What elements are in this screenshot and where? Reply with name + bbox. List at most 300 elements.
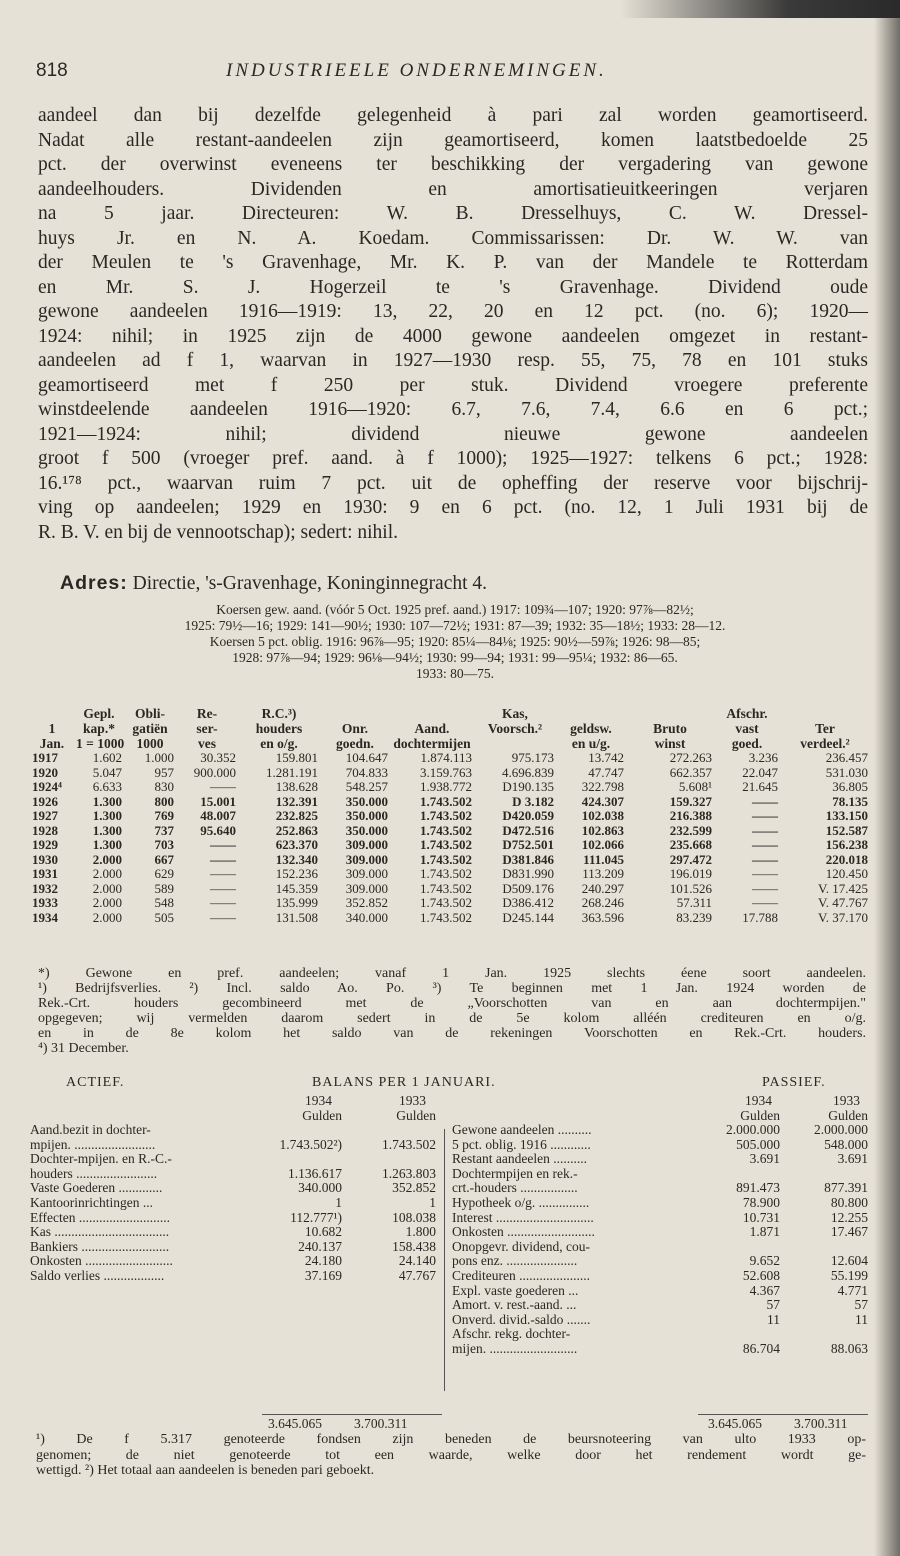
actief-total-rule <box>262 1414 442 1415</box>
table-cell: 703 <box>154 837 174 852</box>
table-cell: 145.359 <box>275 880 318 896</box>
passief-label: Interest ............................. <box>452 1210 594 1225</box>
table-header-cell: Onr. <box>341 721 369 736</box>
table-year-cell: 1917 <box>32 750 58 765</box>
quote-line: Koersen 5 pct. oblig. 1916: 96⅞—95; 1920: 85¼—84⅛; 1925: 90½—59⅞; 1926: 98—85; <box>209 634 701 649</box>
page-number: 818 <box>36 60 68 81</box>
passief-value-1934: 891.473 <box>736 1180 780 1196</box>
passief-year-1933: 1933 <box>833 1093 860 1108</box>
table-cell: 3.159.763 <box>420 764 472 780</box>
actief-value-1933: 24.140 <box>398 1253 436 1269</box>
address-line <box>60 572 487 595</box>
table-cell: 36.805 <box>832 779 868 794</box>
table-header-cell: Gepl. <box>83 706 115 721</box>
actief-value-1933: 1.743.502 <box>382 1136 436 1152</box>
actief-total-1934: 3.645.065 <box>268 1416 322 1431</box>
table-cell: 737 <box>154 822 174 838</box>
table-cell: 113.209 <box>582 866 624 881</box>
table-cell: 2.000 <box>92 909 122 925</box>
paragraph-line: Nadat alle restant-aandeelen zijn geamortiseerd, komen laatstbedoelde 25 <box>38 129 868 151</box>
table-cell: —— <box>752 837 778 852</box>
passief-value-1933: 3.691 <box>837 1151 868 1167</box>
passief-label: Gewone aandeelen .......... <box>452 1123 592 1137</box>
table-cell: 220.018 <box>825 851 868 867</box>
passief-currency-1934: Gulden <box>740 1108 780 1123</box>
table-header-cell: Ter <box>815 721 835 736</box>
passief-label: Restant aandeelen .......... <box>452 1152 587 1167</box>
passief-row <box>452 1284 870 1299</box>
table-cell: 548 <box>154 895 174 910</box>
table-cell: 5.608¹ <box>678 779 712 794</box>
table-cell: V. 47.767 <box>818 895 868 910</box>
passief-total-rule <box>698 1414 868 1415</box>
table-header-cell <box>390 706 474 721</box>
table-cell: D420.059 <box>502 808 554 823</box>
quote-line: 1933: 80—75. <box>415 666 494 681</box>
table-year-cell: 1932 <box>32 880 58 896</box>
table-year-cell: 1920 <box>32 764 58 780</box>
paragraph-line: aandeelen ad f 1, waarvan in 1927—1930 resp. 55, 75, 78 en 101 stuks <box>38 350 868 371</box>
table-header-cell: ser- <box>196 721 218 736</box>
actief-row <box>30 1152 440 1167</box>
table-cell: 138.628 <box>275 779 318 794</box>
passief-row <box>452 1269 870 1284</box>
footnote-line: genomen; de niet genoteerde tot een waarde, welke door het rendement wordt ge- <box>36 1447 866 1463</box>
passief-value-1934: 86.704 <box>742 1340 780 1356</box>
table-year-cell: 1934 <box>32 909 58 925</box>
passief-value-1933: 2.000.000 <box>814 1122 868 1137</box>
passief-value-1933: 12.604 <box>830 1253 868 1269</box>
balance-title-row <box>30 1075 870 1093</box>
quote-line: Koersen gew. aand. (vóór 5 Oct. 1925 pref. aand.) 1917: 109¾—107; 1920: 97⅞—82½; <box>216 602 694 617</box>
passief-label: Crediteuren ..................... <box>452 1268 590 1283</box>
passief-value-1933: 11 <box>855 1311 868 1327</box>
table-cell: 1.743.502 <box>420 866 472 881</box>
table-cell: 1.300 <box>92 837 122 852</box>
table-cell: 232.599 <box>669 822 712 838</box>
balance-divider <box>444 1129 445 1391</box>
table-header-cell: en u/g. <box>571 736 611 751</box>
actief-label: Kas .................................. <box>30 1225 170 1240</box>
table-header-cell: Voorsch.² <box>487 721 543 736</box>
actief-value-1933: 158.438 <box>392 1238 436 1254</box>
passief-total-1934: 3.645.065 <box>708 1416 762 1431</box>
table-cell: 232.825 <box>275 808 318 823</box>
table-cell: 1.300 <box>92 822 122 838</box>
table-cell: 2.000 <box>92 895 122 910</box>
table-header-cell: Kas, <box>502 706 528 721</box>
balance-sheet <box>30 1075 870 1393</box>
actief-value-1933: 1 <box>429 1194 436 1210</box>
table-cell: 309.000 <box>345 851 388 867</box>
passief-row <box>452 1123 870 1138</box>
financial-table <box>30 706 870 925</box>
actief-value-1934: 1.743.502²) <box>279 1136 342 1152</box>
table-header-cell: Aand. <box>414 721 450 736</box>
table-cell: 350.000 <box>345 808 388 823</box>
table-cell: —— <box>752 793 778 809</box>
table-cell: 629 <box>154 866 174 881</box>
table-cell: —— <box>210 851 236 867</box>
table-cell: 424.307 <box>581 793 624 809</box>
address-text: Directie, 's-Gravenhage, Koninginnegracht 4. <box>127 573 488 594</box>
actief-value-1934: 37.169 <box>304 1267 342 1283</box>
table-header-cell: 1 <box>48 721 56 736</box>
table-cell: 159.327 <box>669 793 712 809</box>
table-year-cell: 1927 <box>32 808 58 823</box>
scan-edge-top <box>620 0 900 18</box>
passief-value-1934: 10.731 <box>742 1209 780 1225</box>
table-row <box>30 766 870 781</box>
quote-line: 1928: 97⅞—94; 1929: 96⅛—94½; 1930: 99—94; 1931: 99—95¼; 1932: 86—65. <box>232 650 678 665</box>
actief-row <box>30 1196 440 1211</box>
table-cell: —— <box>210 779 236 794</box>
table-cell: —— <box>210 880 236 896</box>
table-row <box>30 838 870 853</box>
table-cell: 48.007 <box>200 808 236 823</box>
table-cell: —— <box>752 880 778 896</box>
running-title: INDUSTRIEELE ONDERNEMINGEN. <box>226 60 607 81</box>
paragraph-line: huys Jr. en N. A. Koedam. Commissarissen: Dr. W. W. van <box>38 227 868 249</box>
actief-value-1933: 352.852 <box>392 1180 436 1196</box>
table-header-cell <box>626 706 714 721</box>
paragraph-line: na 5 jaar. Directeuren: W. B. Dresselhuys, C. W. Dressel- <box>38 203 868 224</box>
passief-row <box>452 1313 870 1328</box>
passief-value-1933: 877.391 <box>824 1180 868 1196</box>
table-cell: 131.508 <box>275 909 318 925</box>
table-cell: 196.019 <box>669 866 712 881</box>
actief-row <box>30 1138 440 1153</box>
table-cell: 159.801 <box>275 750 318 765</box>
actief-row <box>30 1211 440 1226</box>
passief-value-1934: 11 <box>767 1311 780 1327</box>
table-cell: 132.340 <box>275 851 318 867</box>
paragraph-line: en Mr. S. J. Hogerzeil te 's Gravenhage. Dividend oude <box>38 276 868 298</box>
table-year-cell: 1930 <box>32 851 58 867</box>
table-row <box>30 780 870 795</box>
table-cell: 95.640 <box>200 822 236 838</box>
table-cell: 5.047 <box>92 764 122 780</box>
page-header <box>36 60 856 90</box>
table-cell: 102.863 <box>581 822 624 838</box>
table-header-cell <box>30 706 74 721</box>
passief-label: Afschr. rekg. dochter- <box>452 1327 571 1342</box>
table-cell: —— <box>210 866 236 881</box>
passief-row <box>452 1181 870 1196</box>
passief-label: mijen. .......................... <box>452 1341 578 1356</box>
table-header-cell: Re- <box>196 706 218 721</box>
table-cell: 3.236 <box>748 750 778 765</box>
table-cell: 30.352 <box>200 750 236 765</box>
address-label: Adres: <box>60 572 128 594</box>
table-header-cell: dochtermijen <box>393 736 471 751</box>
table-row <box>30 751 870 766</box>
table-cell: —— <box>210 837 236 852</box>
table-row <box>30 809 870 824</box>
table-cell: 78.135 <box>832 793 868 809</box>
table-cell: 2.000 <box>92 866 122 881</box>
actief-row <box>30 1225 440 1240</box>
passief-value-1934: 1.871 <box>749 1224 780 1240</box>
paragraph-line: 16.¹⁷⁸ pct., waarvan ruim 7 pct. uit de opheffing der reserve voor bijschrij- <box>38 472 868 494</box>
table-cell: 133.150 <box>825 808 868 823</box>
price-quotations <box>40 602 870 682</box>
actief-label: mpijen. ........................ <box>30 1137 156 1152</box>
actief-value-1934: 1 <box>335 1194 342 1210</box>
table-cell: 132.391 <box>275 793 318 809</box>
table-header-cell <box>780 706 870 721</box>
passief-value-1933: 17.467 <box>830 1224 868 1240</box>
table-header-cell: R.C.³) <box>261 706 297 721</box>
table-cell: 152.236 <box>275 866 318 881</box>
passief-label: pons enz. ..................... <box>452 1254 578 1269</box>
actief-value-1934: 112.777¹) <box>290 1209 342 1225</box>
note-line: ⁴) 31 December. <box>38 1041 129 1056</box>
passief-value-1934: 4.367 <box>749 1282 780 1298</box>
table-header-row <box>30 736 870 751</box>
passief-value-1933: 88.063 <box>830 1340 868 1356</box>
table-cell: 235.668 <box>669 837 712 852</box>
table-cell: 352.852 <box>345 895 388 910</box>
table-cell: 363.596 <box>581 909 624 925</box>
table-header-cell: houders <box>255 721 303 736</box>
passief-row <box>452 1225 870 1240</box>
passief-row <box>452 1298 870 1313</box>
actief-row <box>30 1181 440 1196</box>
actief-label: Aand.bezit in dochter- <box>30 1123 151 1137</box>
table-header-cell <box>320 706 390 721</box>
table-cell: 297.472 <box>669 851 712 867</box>
table-row <box>30 853 870 868</box>
footnote-line: wettigd. ²) Het totaal aan aandeelen is beneden pari geboekt. <box>36 1463 375 1478</box>
paragraph-line: groot f 500 (vroeger pref. aand. à f 1000); 1925—1927: telkens 6 pct.; 1928: <box>38 448 868 469</box>
passief-value-1933: 57 <box>854 1297 868 1313</box>
passief-label: crt.-houders ................. <box>452 1181 578 1196</box>
footnote-line: ¹) De f 5.317 genoteerde fondsen zijn beneden de beursnoteering van ulto 1933 op- <box>36 1432 866 1447</box>
table-header-cell: gatiën <box>132 721 168 736</box>
passief-row <box>452 1138 870 1153</box>
table-cell: 22.047 <box>742 764 778 780</box>
paragraph-line: der Meulen te 's Gravenhage, Mr. K. P. van der Mandele te Rotterdam <box>38 252 868 273</box>
passief-row <box>452 1152 870 1167</box>
passief-label: Expl. vaste goederen ... <box>452 1283 579 1298</box>
actief-value-1933: 47.767 <box>398 1267 436 1283</box>
quote-line: 1925: 79½—16; 1929: 141—90½; 1930: 107—72½; 1931: 87—39; 1932: 35—18½; 1933: 28—12. <box>184 618 726 633</box>
passief-title: PASSIEF. <box>762 1075 826 1090</box>
balance-totals <box>30 1414 870 1430</box>
paragraph-line: ving op aandeelen; 1929 en 1930: 9 en 6 pct. (no. 12, 1 Juli 1931 bij de <box>38 497 868 518</box>
paragraph-line: winstdeelende aandeelen 1916—1920: 6.7, 7.6, 7.4, 6.6 en 6 pct.; <box>38 399 868 420</box>
table-cell: 101.526 <box>669 880 712 896</box>
table-cell: 1.743.502 <box>420 895 472 910</box>
actief-label: houders ........................ <box>30 1166 158 1181</box>
actief-row <box>30 1269 440 1284</box>
table-cell: 156.238 <box>825 837 868 852</box>
table-cell: 83.239 <box>676 909 712 925</box>
actief-label: Effecten ........................... <box>30 1210 170 1225</box>
actief-total-1933: 3.700.311 <box>354 1416 408 1431</box>
table-cell: 240.297 <box>581 880 624 896</box>
table-cell: D 3.182 <box>512 793 554 809</box>
actief-value-1933: 108.038 <box>392 1209 436 1225</box>
table-header-cell: Jan. <box>39 736 65 751</box>
table-cell: 623.370 <box>275 837 318 852</box>
table-header-cell <box>474 736 556 751</box>
passief-row <box>452 1211 870 1226</box>
table-header-cell: en o/g. <box>260 736 298 751</box>
table-cell: 15.001 <box>200 793 236 809</box>
actief-row <box>30 1167 440 1182</box>
actief-row <box>30 1240 440 1255</box>
table-header-cell: 1000 <box>136 736 164 751</box>
passief-column <box>452 1093 870 1357</box>
table-cell: 102.066 <box>581 837 624 852</box>
passief-label: Amort. v. rest.-aand. ... <box>452 1298 577 1313</box>
actief-value-1933: 1.800 <box>405 1224 436 1240</box>
table-header-cell: ves <box>198 736 216 751</box>
passief-label: Onkosten .......................... <box>452 1225 595 1240</box>
table-header-cell: goedn. <box>336 736 374 751</box>
balance-title: BALANS PER 1 JANUARI. <box>312 1075 496 1090</box>
table-cell: 1.743.502 <box>420 808 472 823</box>
passief-label: Dochtermpijen en rek.- <box>452 1166 578 1181</box>
table-cell: —— <box>752 895 778 910</box>
table-cell: 322.798 <box>581 779 624 794</box>
passief-value-1933: 548.000 <box>824 1136 868 1152</box>
passief-label: Onopgevr. dividend, cou- <box>452 1239 590 1254</box>
passief-year-1934: 1934 <box>745 1093 772 1108</box>
table-row <box>30 867 870 882</box>
table-cell: 21.645 <box>742 779 778 794</box>
paragraph-line: gewone aandeelen 1916—1919: 13, 22, 20 en 12 pct. (no. 6); 1920— <box>38 301 868 322</box>
passief-row <box>452 1342 870 1357</box>
table-year-cell: 1929 <box>32 837 58 852</box>
table-cell: 340.000 <box>345 909 388 925</box>
table-row <box>30 896 870 911</box>
table-year-cell: 1926 <box>32 793 58 809</box>
balance-footnotes <box>36 1432 866 1479</box>
paragraph-line: 1924: nihil; in 1925 zijn de 4000 gewone aandeelen omgezet in restant- <box>38 325 868 347</box>
table-cell: —— <box>752 851 778 867</box>
table-cell: 957 <box>154 764 174 780</box>
passief-value-1933: 55.199 <box>830 1267 868 1283</box>
actief-label: Bankiers .......................... <box>30 1239 170 1254</box>
table-cell: 309.000 <box>345 866 388 881</box>
passief-label: Onverd. divid.-saldo ....... <box>452 1312 591 1327</box>
paragraph-line: geamortiseerd met f 250 per stuk. Dividend vroegere preferente <box>38 374 868 396</box>
actief-label: Dochter-mpijen. en R.-C.- <box>30 1152 172 1167</box>
note-line: en in de 8e kolom het saldo van de rekeningen Voorschotten en Rek.-Crt. houders. <box>38 1026 866 1041</box>
passief-value-1933: 4.771 <box>837 1282 868 1298</box>
table-cell: 350.000 <box>345 793 388 809</box>
actief-row <box>30 1254 440 1269</box>
company-description <box>38 104 868 545</box>
table-cell: —— <box>752 822 778 838</box>
passief-value-1934: 78.900 <box>742 1194 780 1210</box>
table-cell: 1.874.113 <box>420 750 472 765</box>
table-cell: 236.457 <box>825 750 868 765</box>
table-cell: D472.516 <box>502 822 554 838</box>
passief-total-1933: 3.700.311 <box>794 1416 848 1431</box>
paragraph-line: pct. der overwinst eveneens ter beschikking der vergadering van gewone <box>38 154 868 175</box>
table-notes <box>38 966 866 1056</box>
passief-row <box>452 1167 870 1182</box>
table-row <box>30 795 870 810</box>
table-cell: V. 17.425 <box>818 880 868 896</box>
note-line: *) Gewone en pref. aandeelen; vanaf 1 Jan. 1925 slechts éene soort aandeelen. <box>38 966 866 981</box>
actief-value-1934: 1.136.617 <box>288 1165 342 1181</box>
table-header-cell: Obli- <box>134 706 165 721</box>
table-cell: 1.743.502 <box>420 793 472 809</box>
table-header-cell: goed. <box>731 736 763 751</box>
note-line: Rek.-Crt. houders gecombineerd met de „Voorschotten van en aan dochtermpijen." <box>38 996 866 1011</box>
table-header-cell: winst <box>654 736 686 751</box>
actief-value-1933: 1.263.803 <box>382 1165 436 1181</box>
table-cell: 975.173 <box>511 750 554 765</box>
table-cell: D381.846 <box>502 851 554 867</box>
passief-row <box>452 1240 870 1255</box>
passief-value-1934: 57 <box>766 1297 780 1313</box>
table-cell: D190.135 <box>502 779 554 794</box>
actief-label: Onkosten .......................... <box>30 1254 173 1269</box>
passief-value-1933: 80.800 <box>830 1194 868 1210</box>
paragraph-line: R. B. V. en bij de vennootschap); sedert: nihil. <box>38 521 398 543</box>
actief-value-1934: 240.137 <box>298 1238 342 1254</box>
table-cell: 152.587 <box>825 822 868 838</box>
table-cell: 800 <box>154 793 174 809</box>
table-year-cell: 1931 <box>32 866 58 881</box>
table-cell: 769 <box>154 808 174 823</box>
table-cell: 102.038 <box>581 808 624 823</box>
table-cell: 268.246 <box>581 895 624 910</box>
passief-label: Hypotheek o/g. ............... <box>452 1195 590 1210</box>
table-cell: 6.633 <box>92 779 122 794</box>
table-cell: D509.176 <box>502 880 554 896</box>
table-header-cell: kap.* <box>83 721 115 736</box>
table-cell: 2.000 <box>92 851 122 867</box>
table-cell: 252.863 <box>275 822 318 838</box>
actief-label: Kantoorinrichtingen ... <box>30 1195 153 1210</box>
table-cell: 1.000 <box>144 750 174 765</box>
actief-label: Saldo verlies .................. <box>30 1268 165 1283</box>
table-cell: D245.144 <box>502 909 554 925</box>
table-cell: 1.743.502 <box>420 880 472 896</box>
table-cell: 662.357 <box>669 764 712 780</box>
table-header-cell: geldsw. <box>570 721 612 736</box>
table-year-cell: 1933 <box>32 895 58 910</box>
table-header-row <box>30 721 870 736</box>
table-year-cell: 1924⁴ <box>32 779 62 794</box>
table-cell: 135.999 <box>275 895 318 910</box>
table-cell: 111.045 <box>583 851 624 867</box>
table-cell: 216.388 <box>669 808 712 823</box>
actief-column <box>30 1093 440 1284</box>
passief-row <box>452 1327 870 1342</box>
actief-currency-1933: Gulden <box>396 1108 436 1123</box>
actief-value-1934: 10.682 <box>304 1224 342 1240</box>
passief-value-1934: 2.000.000 <box>726 1122 780 1137</box>
passief-row <box>452 1254 870 1269</box>
actief-row <box>30 1123 440 1138</box>
table-cell: 350.000 <box>345 822 388 838</box>
table-cell: D831.990 <box>502 866 554 881</box>
table-header-cell: 1 = 1000 <box>76 736 125 751</box>
actief-title: ACTIEF. <box>66 1075 125 1090</box>
table-header-cell: Afschr. <box>726 706 768 721</box>
note-line: opgegeven; wij vermelden daarom sedert in de 5e kolom alléén crediteuren en o/g. <box>38 1011 866 1026</box>
table-header-cell: verdeel.² <box>800 736 850 751</box>
actief-value-1934: 340.000 <box>298 1180 342 1196</box>
